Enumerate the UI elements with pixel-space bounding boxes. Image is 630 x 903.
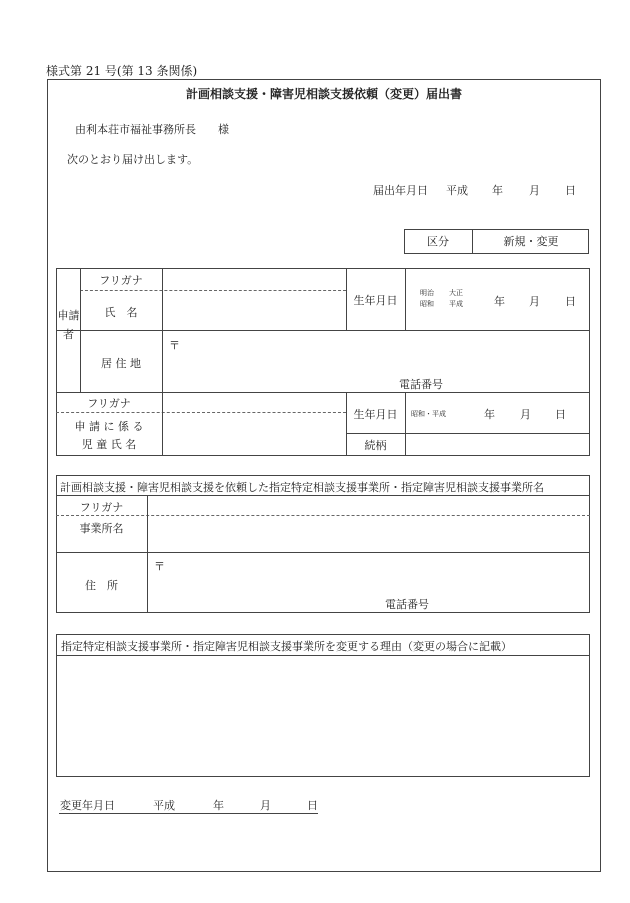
filing-date-month[interactable]: 月 [529, 184, 540, 197]
change-date-day[interactable]: 日 [307, 799, 318, 812]
provider-phone-label: 電話番号 [385, 598, 429, 611]
change-date-year[interactable]: 年 [213, 799, 224, 812]
child-birth-month[interactable]: 月 [520, 408, 531, 421]
form-title: 計画相談支援・障害児相談支援依頼（変更）届出書 [185, 87, 462, 101]
change-date-label: 変更年月日 [60, 799, 115, 812]
applicant-postal-mark: 〒 [169, 339, 180, 352]
child-label-line1: 申 請 に 係 る [74, 420, 144, 433]
child-birth-day[interactable]: 日 [555, 408, 566, 421]
provider-furigana-label: フリガナ [79, 501, 124, 514]
filing-date-label: 届出年月日 [373, 184, 428, 197]
applicant-birth-day[interactable]: 日 [565, 295, 576, 308]
applicant-birth-month[interactable]: 月 [529, 295, 540, 308]
provider-furigana-input[interactable] [148, 496, 589, 514]
filing-date-day[interactable]: 日 [565, 184, 576, 197]
provider-furigana-dash [56, 515, 590, 516]
reason-input[interactable] [57, 656, 589, 776]
change-date-month[interactable]: 月 [260, 799, 271, 812]
provider-postal-mark: 〒 [154, 560, 165, 573]
provider-address-input[interactable] [148, 553, 589, 595]
form-number: 様式第 21 号(第 13 条関係) [46, 64, 198, 78]
applicant-address-input[interactable] [163, 331, 589, 376]
era-meiji[interactable]: 明治 [420, 289, 434, 297]
child-furigana-label: フリガナ [87, 397, 131, 410]
applicant-furigana-dash [80, 290, 346, 291]
era-taisho[interactable]: 大正 [449, 289, 463, 297]
filing-date-year[interactable]: 年 [492, 184, 503, 197]
child-birth-year[interactable]: 年 [484, 408, 495, 421]
era-heisei[interactable]: 平成 [449, 300, 463, 308]
intro-text: 次のとおり届け出します。 [67, 153, 199, 166]
addressee: 由利本荘市福祉事務所長 様 [75, 123, 229, 136]
category-value[interactable]: 新規・変更 [503, 235, 559, 248]
change-date-underline [59, 813, 318, 814]
applicant-furigana-input[interactable] [163, 269, 345, 289]
child-name-input[interactable] [163, 414, 345, 455]
applicant-name-input[interactable] [163, 292, 345, 329]
reason-header: 指定特定相談支援事業所・指定障害児相談支援事業所を変更する理由（変更の場合に記載） [61, 640, 512, 653]
filing-date-era: 平成 [446, 184, 468, 197]
child-relation-input[interactable] [406, 434, 589, 455]
child-furigana-dash [56, 412, 346, 413]
applicant-section-label: 申請者 [57, 309, 80, 341]
category-label: 区分 [427, 235, 449, 248]
provider-header: 計画相談支援・障害児相談支援を依頼した指定特定相談支援事業所・指定障害児相談支援事業所名 [60, 481, 544, 494]
applicant-birth-label: 生年月日 [353, 294, 398, 307]
applicant-birth-year[interactable]: 年 [494, 295, 505, 308]
applicant-birth-value-col [405, 268, 406, 330]
child-birth-label: 生年月日 [353, 408, 398, 421]
child-furigana-input[interactable] [163, 393, 345, 411]
provider-office-input[interactable] [148, 517, 589, 551]
provider-address-label: 住 所 [85, 579, 118, 592]
provider-office-label: 事業所名 [79, 522, 124, 535]
child-relation-label: 続柄 [364, 439, 387, 452]
child-label-line2: 児 童 氏 名 [81, 438, 137, 451]
applicant-furigana-label: フリガナ [99, 274, 143, 287]
applicant-address-label: 居 住 地 [101, 357, 141, 370]
change-date-era: 平成 [153, 799, 175, 812]
applicant-name-label: 氏 名 [104, 306, 138, 319]
child-era-text[interactable]: 昭和・平成 [411, 410, 446, 418]
era-showa[interactable]: 昭和 [420, 300, 434, 308]
applicant-phone-label: 電話番号 [399, 378, 443, 391]
